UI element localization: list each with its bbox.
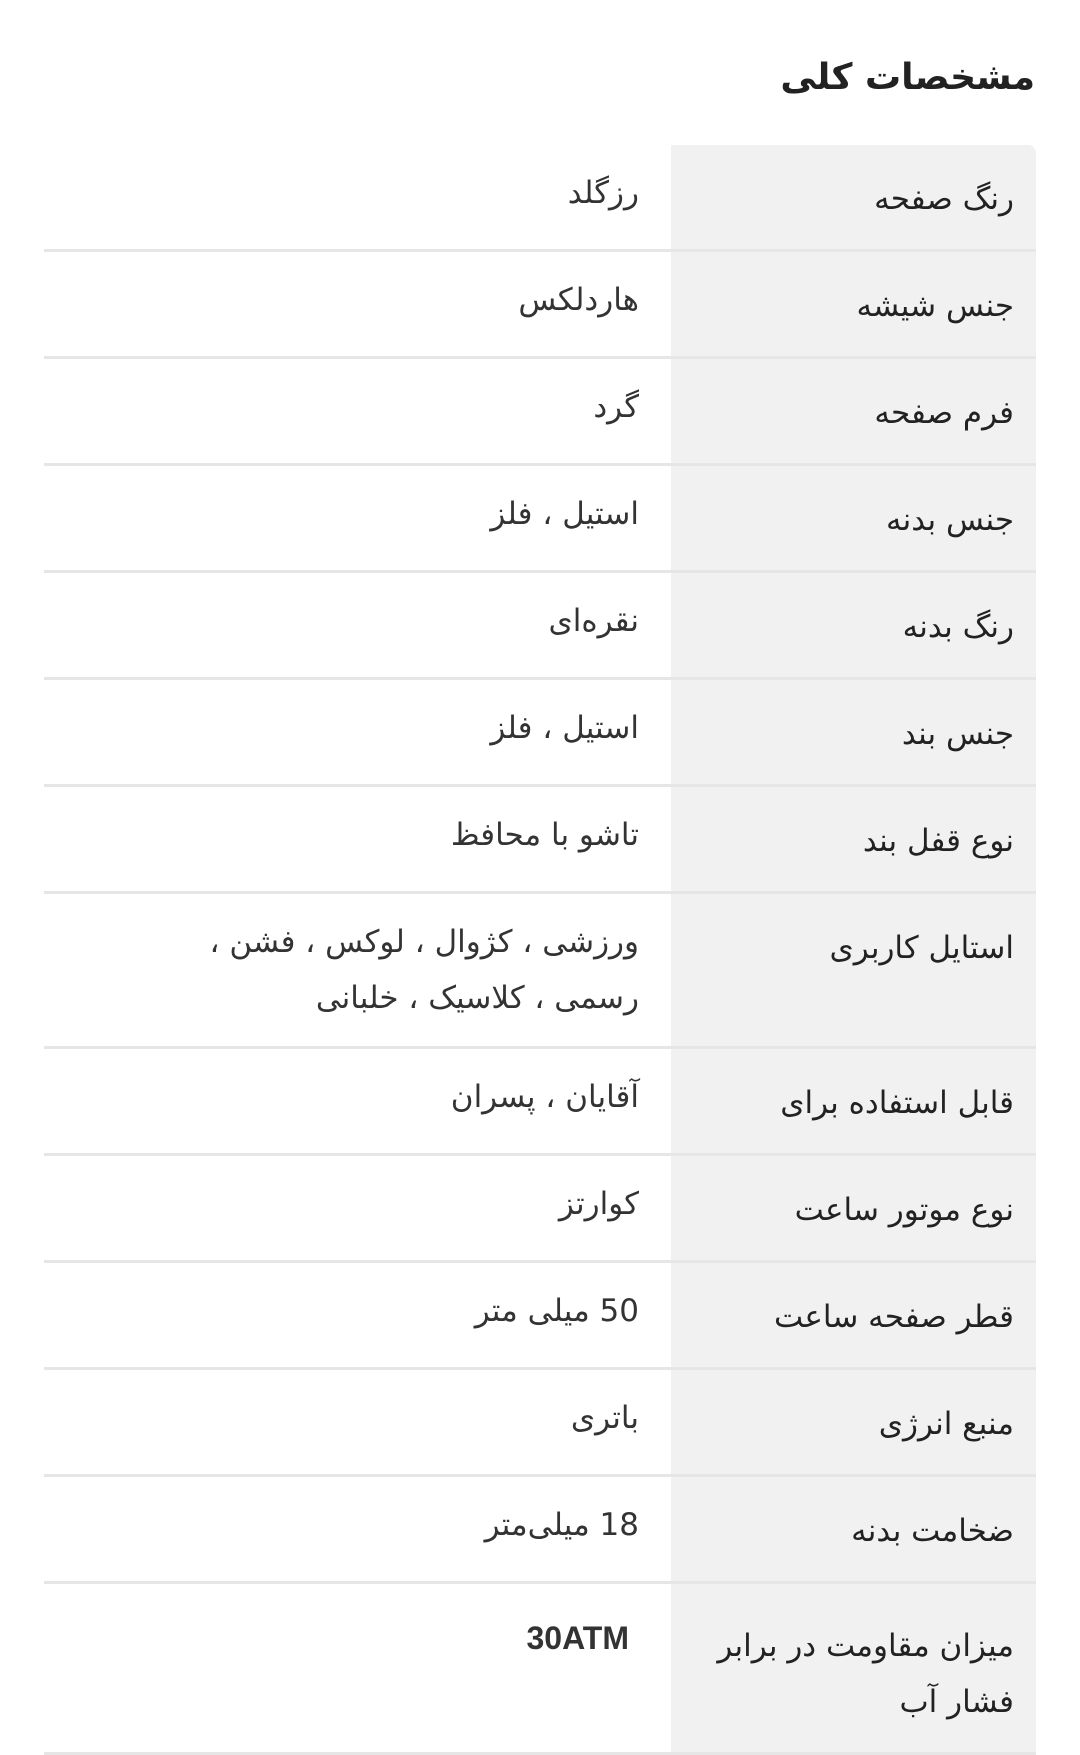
spec-row-clasp-type bbox=[44, 787, 1036, 894]
spec-value: استیل ، فلز bbox=[490, 496, 639, 532]
spec-label: نوع قفل بند bbox=[671, 787, 1036, 891]
spec-row-strap-material bbox=[44, 680, 1036, 787]
spec-table bbox=[44, 145, 1036, 1755]
spec-row-case-material bbox=[44, 466, 1036, 573]
spec-label: جنس شیشه bbox=[671, 252, 1036, 356]
spec-row-case-color bbox=[44, 573, 1036, 680]
spec-value: 18 میلی‌متر bbox=[484, 1507, 639, 1543]
spec-value: باتری bbox=[570, 1400, 639, 1436]
spec-label: منبع انرژی bbox=[671, 1370, 1036, 1474]
spec-row-movement-type bbox=[44, 1156, 1036, 1263]
spec-value: ورزشی ، کژوال ، لوکس ، فشن ، رسمی ، کلاسیک ، خلبانی bbox=[209, 924, 639, 1016]
spec-value: تاشو با محافظ bbox=[450, 817, 639, 853]
spec-row-water-resistance bbox=[44, 1584, 1036, 1755]
spec-row-style bbox=[44, 894, 1036, 1049]
spec-value: استیل ، فلز bbox=[490, 710, 639, 746]
spec-label: رنگ بدنه bbox=[671, 573, 1036, 677]
spec-value: گرد bbox=[593, 389, 639, 425]
spec-row-dial-color bbox=[44, 145, 1036, 252]
spec-label: استایل کاربری bbox=[671, 894, 1036, 1046]
spec-value: هاردلکس bbox=[518, 282, 639, 318]
spec-label: میزان مقاومت در برابر فشار آب bbox=[671, 1584, 1036, 1752]
spec-row-power-source bbox=[44, 1370, 1036, 1477]
spec-value: رزگلد bbox=[567, 175, 639, 211]
spec-label: فرم صفحه bbox=[671, 359, 1036, 463]
spec-value: 50 میلی متر bbox=[474, 1293, 639, 1329]
spec-label: قابل استفاده برای bbox=[671, 1049, 1036, 1153]
spec-row-case-thickness bbox=[44, 1477, 1036, 1584]
spec-label: جنس بدنه bbox=[671, 466, 1036, 570]
spec-row-glass-material bbox=[44, 252, 1036, 359]
spec-label: قطر صفحه ساعت bbox=[671, 1263, 1036, 1367]
spec-value: کوارتز bbox=[558, 1186, 639, 1222]
spec-label: جنس بند bbox=[671, 680, 1036, 784]
spec-label: ضخامت بدنه bbox=[671, 1477, 1036, 1581]
spec-value: نقره‌ای bbox=[548, 603, 639, 639]
spec-value: 30ATM bbox=[526, 1620, 629, 1656]
spec-value: آقایان ، پسران bbox=[450, 1079, 639, 1115]
spec-row-dial-shape bbox=[44, 359, 1036, 466]
spec-label: رنگ صفحه bbox=[671, 145, 1036, 249]
spec-label: نوع موتور ساعت bbox=[671, 1156, 1036, 1260]
spec-row-dial-diameter bbox=[44, 1263, 1036, 1370]
section-title: مشخصات کلی bbox=[780, 57, 1035, 98]
spec-row-suitable-for bbox=[44, 1049, 1036, 1156]
